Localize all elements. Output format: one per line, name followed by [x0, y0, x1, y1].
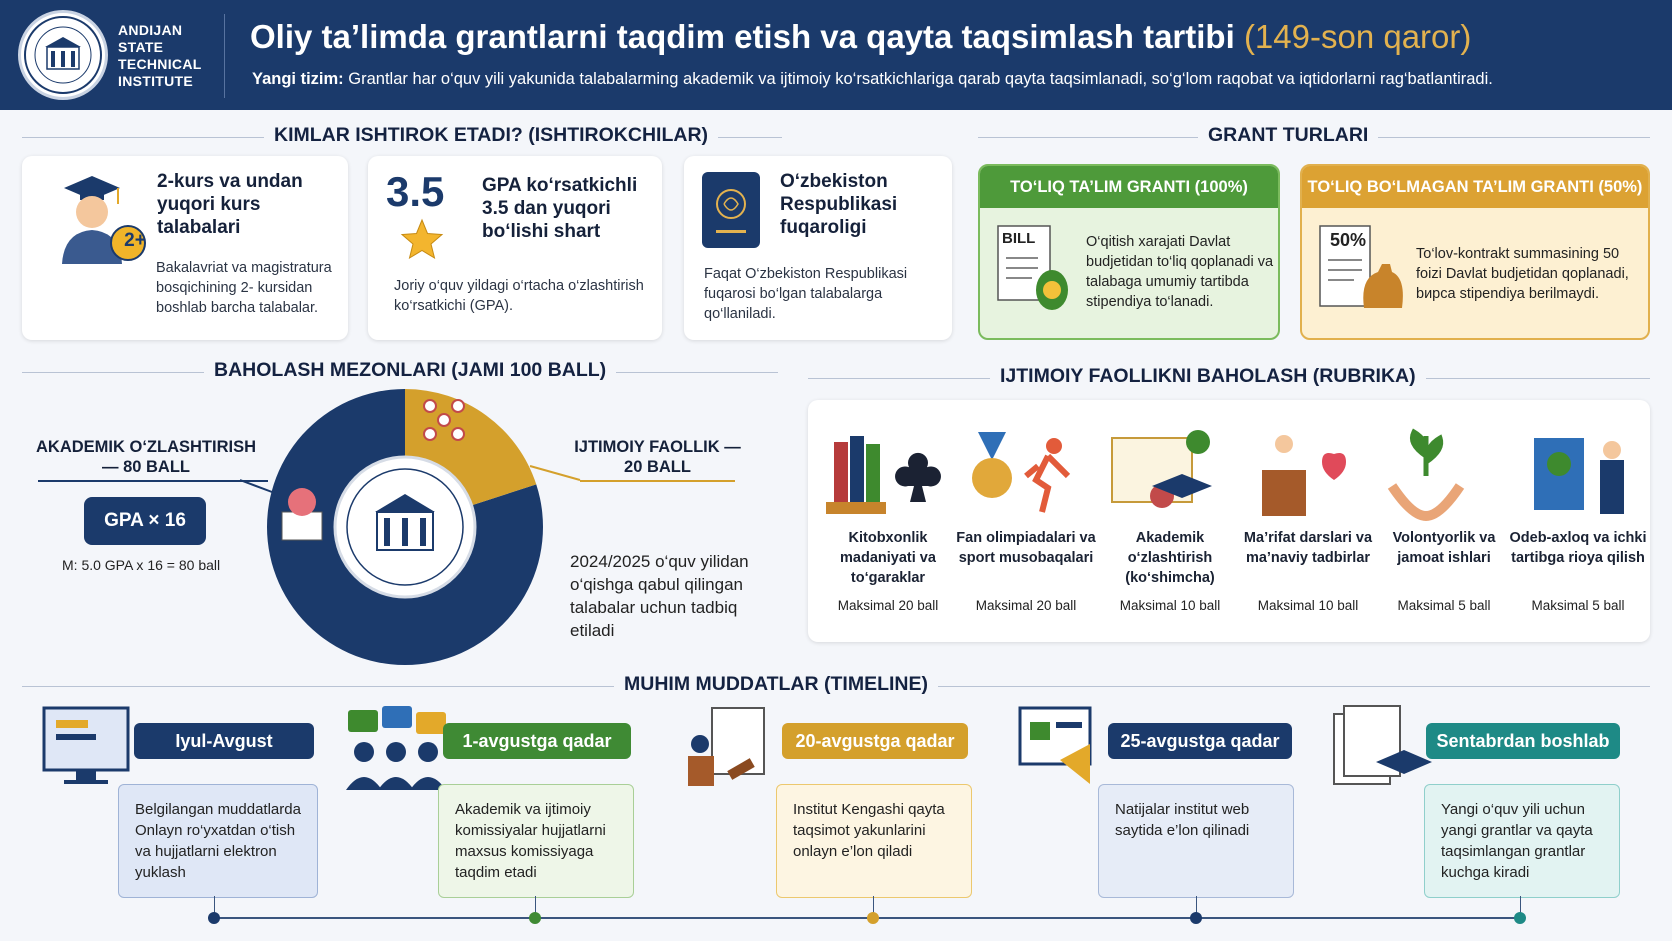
social-label: IJTIMOIY FAOLLIK — 20 BALL	[574, 438, 741, 476]
computer-upload-icon	[44, 708, 128, 784]
podium-heart-icon	[1262, 435, 1346, 516]
timeline-text: Institut Kengashi qayta taqsimot yakunlarini onlayn e’lon qiladi	[776, 784, 972, 898]
rubric-item-max: Maksimal 5 ball	[1397, 598, 1491, 613]
website-megaphone-icon	[1020, 708, 1090, 784]
rubric-item	[1100, 528, 1240, 613]
rubric-item-name: Ma’rifat darslari va ma’naviy tadbirlar	[1243, 530, 1373, 566]
title-text: Oliy ta’limda grantlarni taqdim etish va qayta taqsimlash tartibi	[250, 18, 1235, 55]
rubric-item-max: Maksimal 20 ball	[837, 598, 939, 613]
timeline-dot	[867, 912, 879, 924]
rubric-item	[1374, 528, 1514, 613]
medal-runner-icon	[972, 432, 1068, 512]
rubric-item-name: Kitobxonlik madaniyati va to‘garaklar	[840, 530, 936, 586]
card-text: Faqat O‘zbekiston Respublikasi fuqarosi bo‘lgan talabalarga qo‘llaniladi.	[704, 266, 908, 322]
gpa-value: 3.5	[386, 168, 445, 215]
rubric-item	[956, 528, 1096, 613]
timeline-dot	[1190, 912, 1202, 924]
rubric-item-max: Maksimal 10 ball	[1119, 598, 1221, 613]
rubric-item-name: Volontyorlik va jamoat ishlari	[1392, 530, 1496, 566]
documents-cap-icon	[1334, 706, 1432, 784]
rubric-card	[808, 400, 1650, 642]
gpa-note: M: 5.0 GPA x 16 = 80 ball	[62, 557, 221, 573]
subtitle-bold: Yangi tizim:	[252, 70, 344, 88]
timeline-dot	[208, 912, 220, 924]
subtitle-text: Grantlar har o‘quv yili yakunida talabalarming akademik va ijtimoiy ko‘rsatkichlariga qarab qayta taqsimlanadi, so‘g‘lom raqobat va iqtidorlarni rag‘batlantiradi.	[348, 70, 1493, 88]
institute-line: STATE	[118, 39, 164, 55]
rubric-item	[1508, 528, 1648, 613]
academic-label: AKADEMIK O‘ZLASHTIRISH — 80 BALL	[36, 438, 256, 476]
institute-line: ANDIJAN	[118, 22, 183, 38]
timeline-text: Belgilangan muddatlarda Onlayn ro‘yxatdan o‘tish va hujjatlarni elektron yuklash	[118, 784, 318, 898]
institute-line: TECHNICAL	[118, 56, 202, 72]
timeline-title: MUHIM MUDDATLAR (TIMELINE)	[614, 673, 938, 696]
committee-icon	[346, 706, 446, 790]
rules-book-soldier-icon	[1534, 438, 1624, 514]
participants-title: KIMLAR ISHTIROK ETADI? (ISHTIROKCHILAR)	[264, 124, 718, 147]
rubric-item-max: Maksimal 5 ball	[1531, 598, 1625, 613]
timeline-dot	[529, 912, 541, 924]
timeline-date: Sentabrdan boshlab	[1426, 723, 1620, 759]
timeline-date: 1-avgustga qadar	[443, 723, 631, 759]
plant-hands-icon	[1392, 432, 1460, 516]
percent-label: 50%	[1330, 230, 1367, 250]
card-text: Joriy o‘quv yildagi o‘rtacha o‘zlashtirish ko‘rsatkichi (GPA).	[394, 278, 644, 314]
timeline-date: 20-avgustga qadar	[782, 723, 968, 759]
rubric-icons	[822, 426, 1642, 526]
card-title: O‘zbekiston Respublikasi fuqaroligi	[780, 171, 898, 238]
title-accent: (149-son qaror)	[1243, 18, 1472, 55]
gpa-formula: GPA × 16	[84, 497, 206, 545]
card-text: Bakalavriat va magistratura bosqichining 2- kursidan boshlab barcha talabalar.	[156, 260, 332, 316]
rubric-item-name: Fan olimpiadalari va sport musobaqalari	[956, 530, 1096, 566]
grants-title: GRANT TURLARI	[1198, 124, 1378, 147]
rubric-item-name: Akademik o‘zlashtirish (ko‘shimcha)	[1125, 530, 1215, 586]
rubric-item-name: Odeb-axloq va ichki tartibga rioya qilish	[1509, 530, 1647, 566]
grant-partial-title: TO‘LIQ BO‘LMAGAN TA’LIM GRANTI (50%)	[1302, 166, 1648, 208]
criteria-note: 2024/2025 o‘quv yilidan o‘qishga qabul qilingan talabalar uchun tadbiq etiladi	[570, 552, 749, 640]
card-title: GPA ko‘rsatkichli 3.5 dan yuqori bo‘lishi shart	[482, 175, 638, 242]
timeline-date: Iyul-Avgust	[134, 723, 314, 759]
books-icon	[826, 436, 941, 514]
certificate-icon	[1112, 430, 1212, 508]
rubric-item	[818, 528, 958, 613]
timeline-text: Natijalar institut web saytida e’lon qilinadi	[1098, 784, 1294, 898]
timeline-date: 25-avgustga qadar	[1108, 723, 1292, 759]
rubric-item	[1238, 528, 1378, 613]
grant-full-title: TO‘LIQ TA’LIM GRANTI (100%)	[980, 166, 1278, 208]
course-badge: 2+	[124, 230, 146, 251]
rubric-item-max: Maksimal 10 ball	[1257, 598, 1359, 613]
grant-full-text: O‘qitish xarajati Davlat budjetidan to‘liq qoplanadi va talabaga umumiy tartibda stipendiya to‘lanadi.	[1086, 234, 1274, 310]
grant-partial-text: To‘lov-kontrakt summasining 50 foizi Davlat budjetidan qoplanadi, bирca stipendiya berilmaydi.	[1416, 246, 1629, 302]
rubric-title: IJTIMOIY FAOLLIKNI BAHOLASH (RUBRIKA)	[990, 365, 1426, 388]
council-gavel-icon	[688, 708, 764, 786]
bill-label: BILL	[1002, 230, 1036, 247]
institute-line: INSTITUTE	[118, 73, 194, 89]
criteria-title: BAHOLASH MEZONLARI (JAMI 100 BALL)	[204, 359, 616, 382]
grant-full	[978, 164, 1280, 340]
rubric-item-max: Maksimal 20 ball	[975, 598, 1077, 613]
timeline-dot	[1514, 912, 1526, 924]
card-title: 2-kurs va undan yuqori kurs talabalari	[157, 171, 303, 238]
timeline-text: Yangi o‘quv yili uchun yangi grantlar va qayta taqsimlangan grantlar kuchga kiradi	[1424, 784, 1620, 898]
grant-partial	[1300, 164, 1650, 340]
timeline-text: Akademik va ijtimoiy komissiyalar hujjatlarni maxsus komissiyaga taqdim etadi	[438, 784, 634, 898]
